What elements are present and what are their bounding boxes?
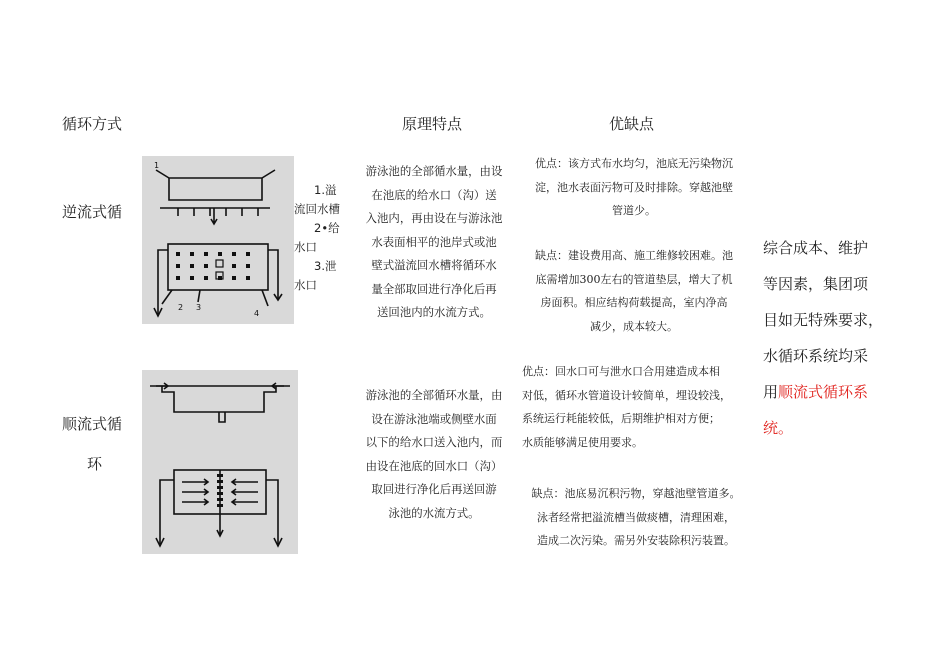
desc-line: 取回进行净化后再送回游 — [371, 482, 497, 496]
desc-line: 送回池内的水流方式。 — [377, 305, 491, 319]
cons-line: 缺点：池底易沉积污物，穿越池壁管道多。 — [531, 487, 741, 500]
desc-line: 在池底的给水口（沟）送 — [371, 187, 497, 202]
desc-line: 由设在池底的回水口（沟） — [365, 458, 503, 473]
directflow-diagram — [142, 370, 298, 554]
desc-line: 游泳池的全部循水量，由设 — [365, 164, 503, 178]
counterflow-description — [354, 160, 514, 325]
desc-line: 入池内，再由设在与游泳池 — [365, 211, 503, 225]
summary-line — [763, 374, 903, 410]
summary-line: 目如无特殊要求， — [763, 311, 884, 329]
fig-num-2: 2 — [178, 303, 184, 312]
desc-line: 设在游泳池端或侧壁水面 — [371, 411, 497, 426]
cons-line: 房面积。相应结构荷载提高，室内净高 — [540, 296, 728, 309]
header-pros-cons: 优缺点 — [609, 115, 655, 133]
row-label-directflow — [62, 404, 122, 484]
pros-line: 淀，池水表面污物可及时排除。穿越池壁 — [535, 180, 733, 194]
summary-line: 综合成本、维护 — [763, 239, 869, 257]
desc-line: 壁式溢流回水槽将循环水 — [371, 258, 497, 272]
counterflow-pros — [520, 152, 748, 223]
pros-line: 优点：该方式布水均匀，池底无污染物沉 — [535, 157, 733, 170]
summary-highlight: 顺流式循环系 — [778, 383, 869, 401]
cons-line: 泳者经常把溢流槽当做痰槽，清理困难， — [537, 510, 735, 524]
desc-line: 游泳池的全部循环水量，由 — [365, 388, 503, 402]
summary-prefix: 用 — [763, 383, 779, 401]
desc-line: 量全部取回进行净化后再 — [371, 281, 497, 296]
cons-line: 减少，成本较大。 — [590, 319, 678, 333]
counterflow-diagram — [142, 156, 294, 324]
summary-line: 等因素，集团项 — [763, 275, 869, 293]
pros-line: 水质能够满足使用要求。 — [522, 435, 643, 449]
counterflow-legend — [294, 181, 344, 295]
counterflow-cons — [520, 244, 748, 338]
row-label-line: 顺流式循 — [62, 415, 123, 433]
header-mode: 循环方式 — [62, 115, 123, 133]
directflow-cons — [520, 482, 752, 553]
pros-line: 管道少。 — [612, 204, 656, 217]
legend-line: 3.泄 — [314, 259, 337, 273]
row-label-counterflow: 逆流式循 — [62, 203, 123, 221]
legend-line: 水口 — [294, 240, 317, 254]
directflow-description — [354, 384, 514, 525]
legend-line: 水口 — [294, 278, 317, 292]
cons-line: 底需增加300左右的管道垫层，增大了机 — [535, 272, 733, 286]
header-principle: 原理特点 — [402, 115, 463, 133]
summary-highlight-tail: 统。 — [763, 419, 794, 437]
legend-line: 流回水槽 — [294, 202, 340, 216]
row-label-line: 环 — [87, 455, 103, 473]
fig-num-3: 3 — [196, 303, 202, 312]
directflow-pros — [522, 360, 752, 454]
pros-line: 系统运行耗能较低，后期维护相对方便； — [522, 412, 720, 425]
pros-line: 优点：回水口可与泄水口合用建造成本相 — [522, 365, 720, 378]
legend-line: 1.溢 — [314, 183, 337, 197]
desc-line: 泳池的水流方式。 — [388, 505, 480, 520]
cons-line: 造成二次污染。需另外安装除积污装置。 — [537, 534, 735, 547]
fig-num-4: 4 — [254, 309, 260, 318]
fig-num-1: 1 — [154, 161, 160, 170]
desc-line: 水表面相平的池岸式或池 — [371, 234, 497, 249]
cons-line: 缺点：建设费用高、施工维修较困难。池 — [535, 249, 733, 262]
desc-line: 以下的给水口送入池内，而 — [365, 435, 503, 449]
legend-line: 2•给 — [314, 221, 340, 235]
summary-line: 水循环系统均采 — [763, 347, 869, 365]
pros-line: 对低，循环水管道设计较简单，埋设较浅， — [522, 388, 731, 402]
summary-text — [763, 230, 903, 446]
